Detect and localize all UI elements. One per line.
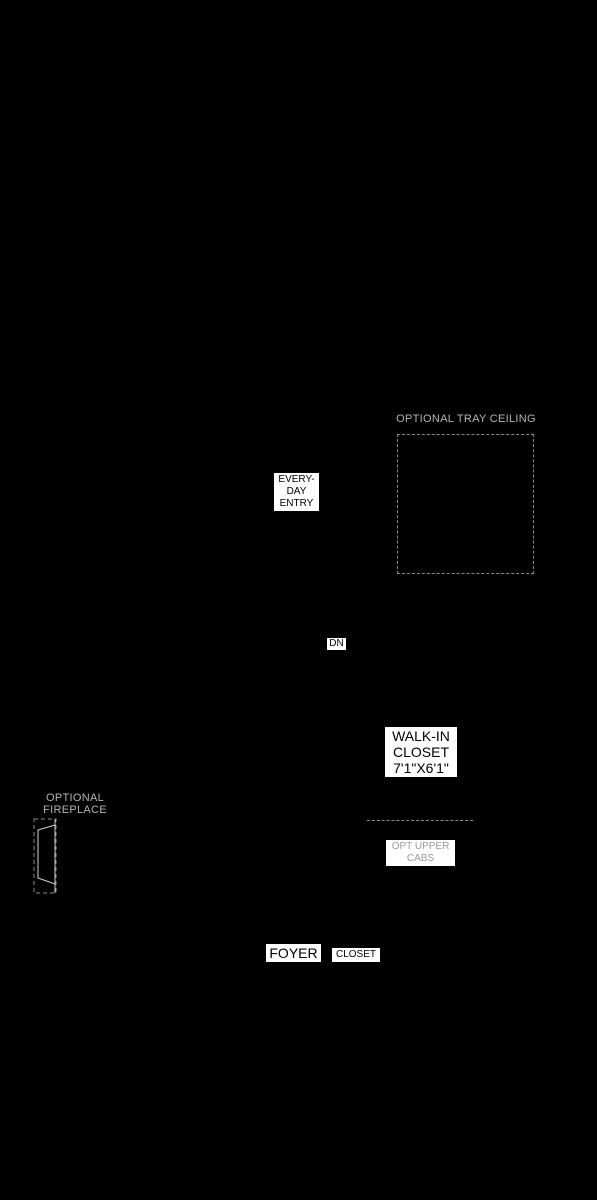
walk-in-closet-line-1: WALK-IN [392, 728, 450, 744]
closet-label: CLOSET [332, 948, 380, 962]
tray-ceiling-label: OPTIONAL TRAY CEILING [396, 413, 536, 425]
opt-upper-cabs-label [386, 840, 455, 866]
opt-upper-cabs-line-2: CABS [406, 853, 435, 864]
stairs-down-label: DN [327, 638, 346, 650]
upper-cabs-dashed-line [367, 820, 473, 821]
optional-fireplace-line-2: FIREPLACE [43, 804, 107, 816]
walk-in-closet-line-2: CLOSET [392, 744, 449, 760]
fireplace-symbol [34, 819, 56, 893]
foyer-label: FOYER [266, 944, 321, 962]
opt-upper-cabs-line-1: OPT UPPER [391, 841, 450, 852]
everyday-entry-line-1: EVERY- [278, 474, 315, 485]
optional-fireplace-line-1: OPTIONAL [45, 792, 105, 804]
everyday-entry-line-3: ENTRY [279, 498, 314, 509]
walk-in-closet-dimensions: 7'1"X6'1" [393, 760, 449, 776]
everyday-entry-line-2: DAY [286, 486, 307, 497]
